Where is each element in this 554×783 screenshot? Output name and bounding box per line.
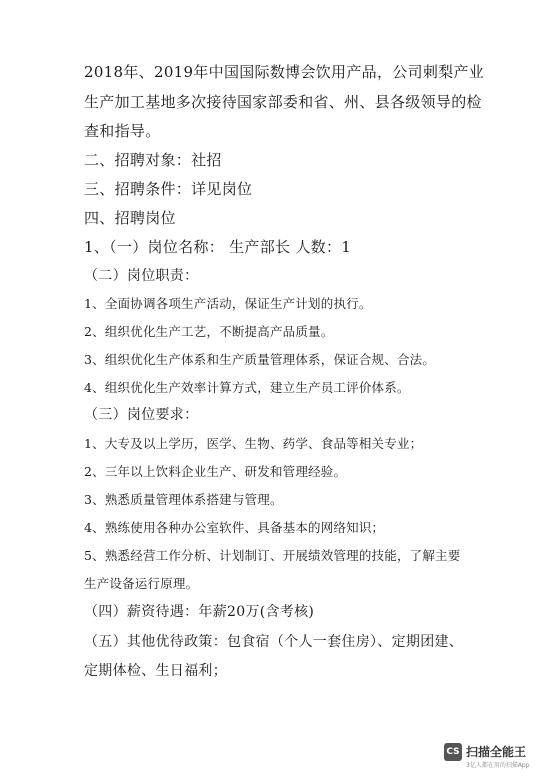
benefits-line-continuation: 定期体检、生日福利； [84,663,227,679]
list-item: 1、大专及以上学历，医学、生物、药学、食品等相关专业； [84,436,423,451]
salary-line: （四）薪资待遇：年薪20万(含考核) [84,604,315,620]
text-line: 生产加工基地多次接待国家部委和省、州、县各级领导的检 [84,93,482,111]
watermark-subtitle: 3亿人都在用的扫描App [466,762,530,769]
text-line: 2018年、2019年中国国际数博会饮用产品，公司刺梨产业 [84,63,485,81]
section-heading: 四、招聘岗位 [84,209,176,227]
list-item: 3、熟悉质量管理体系搭建与管理。 [84,492,283,507]
scanner-watermark [444,741,540,771]
subsection-heading: （三）岗位要求： [84,407,199,423]
watermark-title: 扫描全能王 [466,745,527,759]
text-line: 查和指导。 [84,122,161,140]
subsection-heading: （二）岗位职责： [84,268,199,284]
list-item: 4、组织优化生产效率计算方式，建立生产员工评价体系。 [84,380,410,395]
list-item: 5、熟悉经营工作分析、计划制订、开展绩效管理的技能，了解主要 [84,548,461,563]
camscanner-logo-icon: CS [444,743,462,761]
list-item: 2、三年以上饮料企业生产、研发和管理经验。 [84,464,347,479]
section-heading: 二、招聘对象：社招 [84,151,222,169]
list-item: 2、组织优化生产工艺，不断提高产品质量。 [84,324,334,339]
position-title: 1、（一）岗位名称： 生产部长 人数：1 [84,238,352,256]
list-item: 1、全面协调各项生产活动，保证生产计划的执行。 [84,296,372,311]
benefits-line: （五）其他优待政策：包食宿（个人一套住房）、定期团建、 [84,634,464,650]
section-heading: 三、招聘条件：详见岗位 [84,180,253,198]
list-item: 3、组织优化生产体系和生产质量管理体系，保证合规、合法。 [84,352,436,367]
list-item: 4、熟练使用各种办公室软件、具备基本的网络知识； [84,520,385,535]
list-item-continuation: 生产设备运行原理。 [84,576,199,591]
